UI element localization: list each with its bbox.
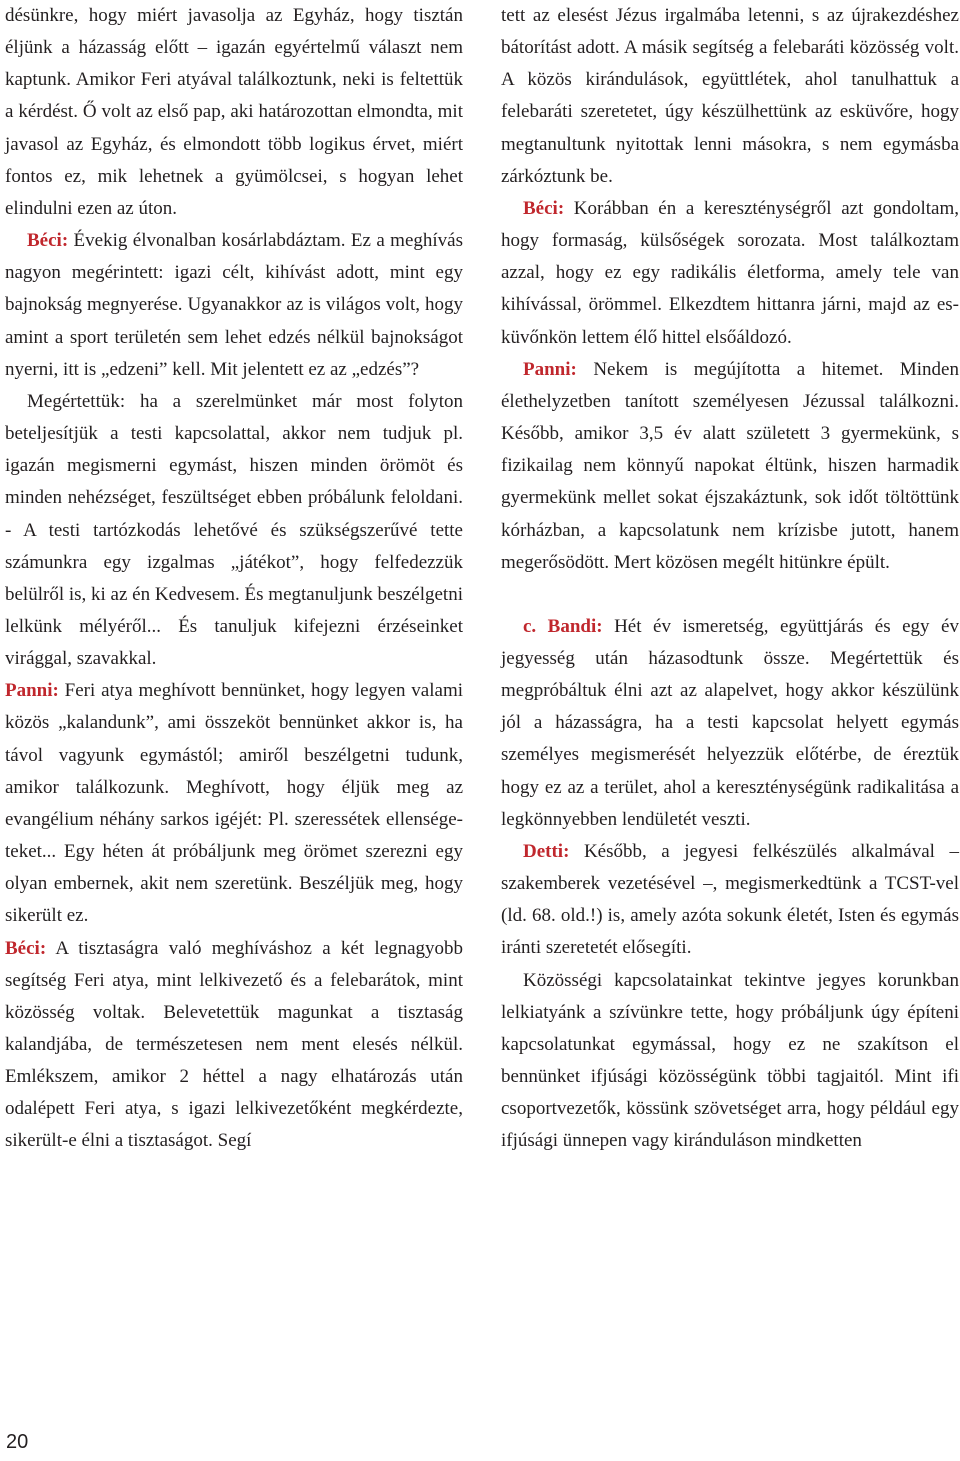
paragraph [501,611,959,836]
left-text-column [5,0,463,1158]
paragraph-text: Hét év ismeretség, együttjárás és egy év jegyesség után házasodtunk össze. Megértettük és megpróbáltuk élni azt az alapelvet, hogy akkor készülünk jól a házasságra, ha a testi kapcsolat helyett egymás személyes megismerését helyezzük előtérbe, de éreztük hogy ez az a terület, ahol a kereszténységünk radikalitása a legkönnyebben lendületét veszti. [501,615,959,830]
paragraph [5,933,463,1158]
paragraph-text: Később, a jegyesi felkészülés alkalmával – szakemberek vezetésével –, megismerkedtünk a TCST-vel (ld. 68. old.!) is, amely azóta sokunk életét, Isten és egymás iránti szeretetét elősegíti. [501,840,959,959]
paragraph-text: Évekig élvonalban kosárlabdáztam. Ez a meghívás nagyon megérintett: igazi célt, kihívást adott, mint egy bajnokság megnyerése. Ugyanakkor az is világos volt, hogy amint a sport területén sem lehet edzés nélkül bajnokságot nyerni, itt is „edzeni” kell. Mit jelentett ez az „edzés”? [5,230,463,380]
paragraph-text: Megértettük: ha a szerelmünket már most folyton beteljesítjük a testi kapcsolattal, akkor nem tudjuk pl. igazán megismerni egymást, hiszen minden örömöt és minden nehézséget, feszültséget ebben próbálunk feloldani. - A testi tartózkodás lehetővé és szükségszerűvé tette számunkra egy izgalmas „játékot”, hogy felfedezzük belülről is, ki az én Kedvesem. És megtanuljunk beszélgetni lelkünk mélyéről... És tanuljuk kifejezni érzéseinket virággal, szavakkal. [5,390,463,670]
paragraph-text: Nekem is megújította a hitemet. Minden élethelyzetben tanított személyesen Jézussal találkozni. Később, amikor 3,5 év alatt született 3 gyermekünk, s fizikailag nem könnyű napokat éltünk, hiszen harmadik gyermekünk mellet sokat éjszakáztunk, sok időt töltöttünk kórházban, a kapcsolatunk nem krízisbe jutott, hanem megerősödött. Mert közösen megélt hitünkre épült. [501,358,959,573]
paragraph [501,836,959,965]
speaker-label: Panni: [5,680,59,702]
paragraph-text: désünkre, hogy miért javasolja az Egyház, hogy tisztán éljünk a házasság előtt – igazán egyértelmű választ nem kaptunk. Amikor Feri atyával találkoztunk, neki is feltettük a kérdést. Ő volt az első pap, aki határozottan elmondta, mit javasol az Egyház, és elmondott több logikus érvet, miért fontos ez, mik lehetnek a gyümölcsei, s hogyan lehet elindulni ezen az úton. [5,5,463,219]
paragraph [5,386,463,675]
speaker-label: c. Bandi: [523,615,603,637]
paragraph [5,675,463,932]
right-text-column [501,0,959,1157]
paragraph [501,965,959,1158]
paragraph-text: Közösségi kapcsolatainkat tekintve jegyes korunkban lelkiatyánk a szívünkre tette, hogy próbáljunk úgy építeni kapcsolatunkat egymással, hogy ez ne szakítson el bennünket ifjúsági közösségünk többi tagjaitól. Mint ifi csoportvezetők, kössünk szövetséget arra, hogy például egy ifjúsági ünnepen vagy kiránduláson mindketten [501,969,959,1152]
paragraph [5,0,463,225]
speaker-label: Béci: [27,230,69,252]
paragraph-text: A tisztaságra való meghíváshoz a két legnagyobb segítség Feri atya, mint lelkivezető és a felebarátok, mint közösség voltak. Belevetettük magunkat a tisztaság kalandjába, de természetesen nem ment elesés nélkül. Emlékszem, amikor 2 héttel a nagy elhatározás után odalépett Feri atya, s igazi lelkivezetőként megkérdezte, sikerült-e élni a tisztaságot. Segí [5,937,463,1152]
paragraph [501,354,959,579]
paragraph-text: tett az elesést Jézus irgalmába letenni, s az újrakezdéshez bátorítást adott. A másik segítség a felebaráti közösség volt. A közös kirándulások, együttlétek, ahol tanulhattuk a felebaráti szeretetet, úgy készülhettünk az esküvőre, hogy megtanultunk nyitottak lenni másokra, s nem egymásba zárkóztunk be. [501,5,959,187]
paragraph [5,225,463,386]
page-number: 20 [6,1431,29,1453]
speaker-label: Detti: [523,840,570,862]
speaker-label: Panni: [523,358,577,380]
paragraph [501,0,959,193]
speaker-label: Béci: [5,937,47,959]
paragraph-text: Feri atya meghívott bennünket, hogy legyen valami közös „kalandunk”, ami összeköt bennünket akkor is, ha távol vagyunk egymástól; amiről beszélgetni tudunk, amikor találkozunk. Meghívott, hogy éljük meg az evangélium néhány sarkos igéjét: Pl. szeressétek ellenségeteket... Egy héten át próbáljunk meg örömet szerezni egy olyan embernek, akit nem szeretünk. Beszéljük meg, hogy sikerült ez. [5,680,463,927]
paragraph-text: Korábban én a kereszténységről azt gondoltam, hogy formaság, külsőségek sorozata. Most találkoztam azzal, hogy ez egy radikális életforma, amely tele van kihívással, örömmel. Elkezdtem hittanra járni, majd az esküvőnkön lettem élő hittel elsőáldozó. [501,197,959,348]
speaker-label: Béci: [523,197,565,219]
paragraph [501,193,959,354]
